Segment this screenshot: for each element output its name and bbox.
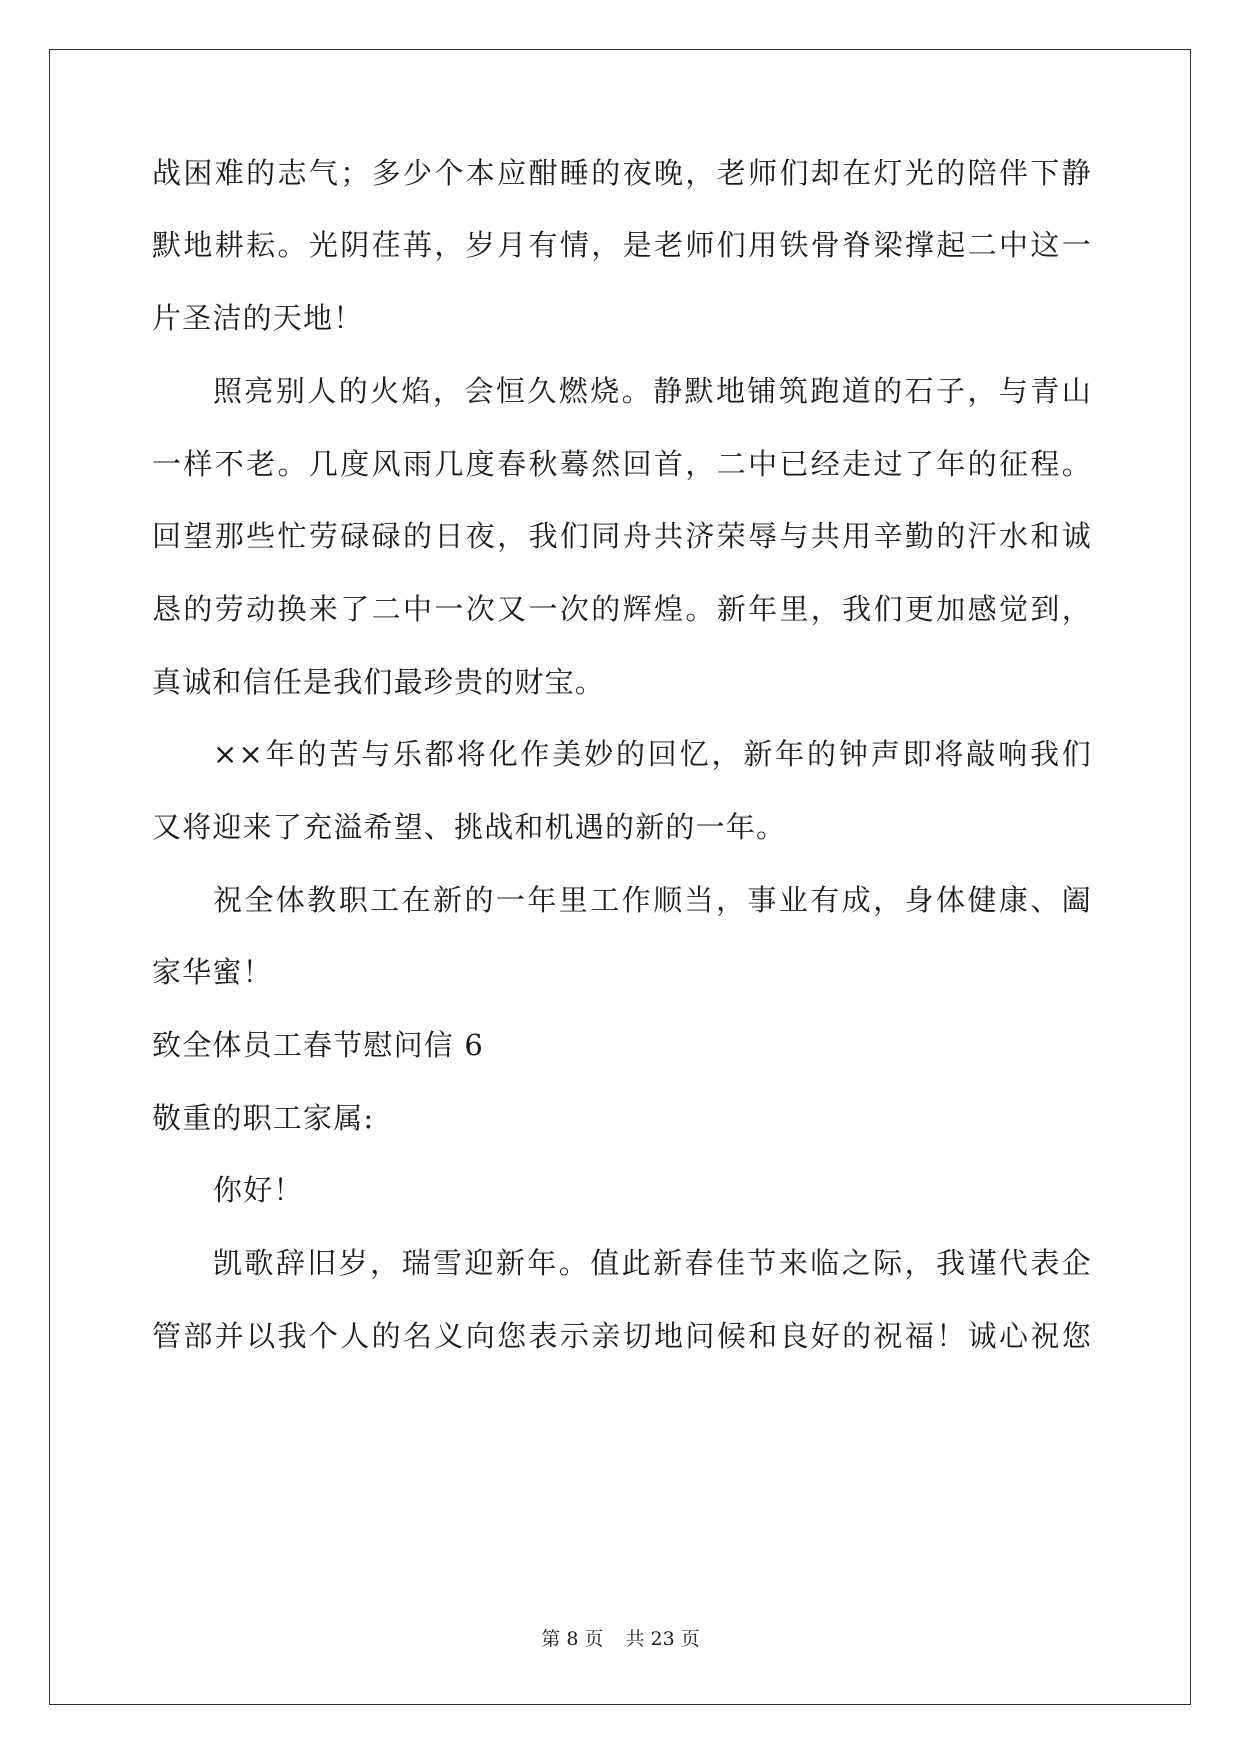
page-footer: [0, 1626, 1241, 1652]
text-line: 战困难的志气；多少个本应酣睡的夜晚，老师们却在灯光的陪伴下静: [152, 156, 1092, 190]
text-line: 又将迎来了充溢希望、挑战和机遇的新的一年。: [152, 810, 787, 844]
text-line: 真诚和信任是我们最珍贵的财宝。: [152, 665, 606, 699]
text-line: 一样不老。几度风雨几度春秋蓦然回首，二中已经走过了年的征程。: [152, 447, 1092, 481]
page-number: 第 8 页: [541, 1628, 604, 1650]
text-line: 片圣洁的天地！: [152, 301, 364, 335]
text-line: 默地耕耘。光阴荏苒，岁月有情，是老师们用铁骨脊梁撑起二中这一: [152, 228, 1092, 262]
text-line: 家华蜜！: [152, 955, 273, 989]
paragraph-start-line: 祝全体教职工在新的一年里工作顺当，事业有成，身体健康、阖: [213, 883, 1092, 917]
greeting: 你好！: [213, 1173, 304, 1207]
paragraph-start-line: ××年的苦与乐都将化作美妙的回忆，新年的钟声即将敲响我们: [213, 737, 1092, 771]
salutation: 敬重的职工家属:: [152, 1101, 375, 1135]
section-heading: 致全体员工春节慰问信 6: [152, 1028, 485, 1062]
paragraph-start-line: 照亮别人的火焰，会恒久燃烧。静默地铺筑跑道的石子，与青山: [213, 374, 1092, 408]
text-line: 恳的劳动换来了二中一次又一次的辉煌。新年里，我们更加感觉到，: [152, 592, 1092, 626]
text-line: 管部并以我个人的名义向您表示亲切地问候和良好的祝福！诚心祝您: [152, 1319, 1092, 1353]
text-line: 回望那些忙劳碌碌的日夜，我们同舟共济荣辱与共用辛勤的汗水和诚: [152, 519, 1092, 553]
paragraph-start-line: 凯歌辞旧岁，瑞雪迎新年。值此新春佳节来临之际，我谨代表企: [213, 1246, 1092, 1280]
total-pages: 共 23 页: [625, 1628, 700, 1650]
